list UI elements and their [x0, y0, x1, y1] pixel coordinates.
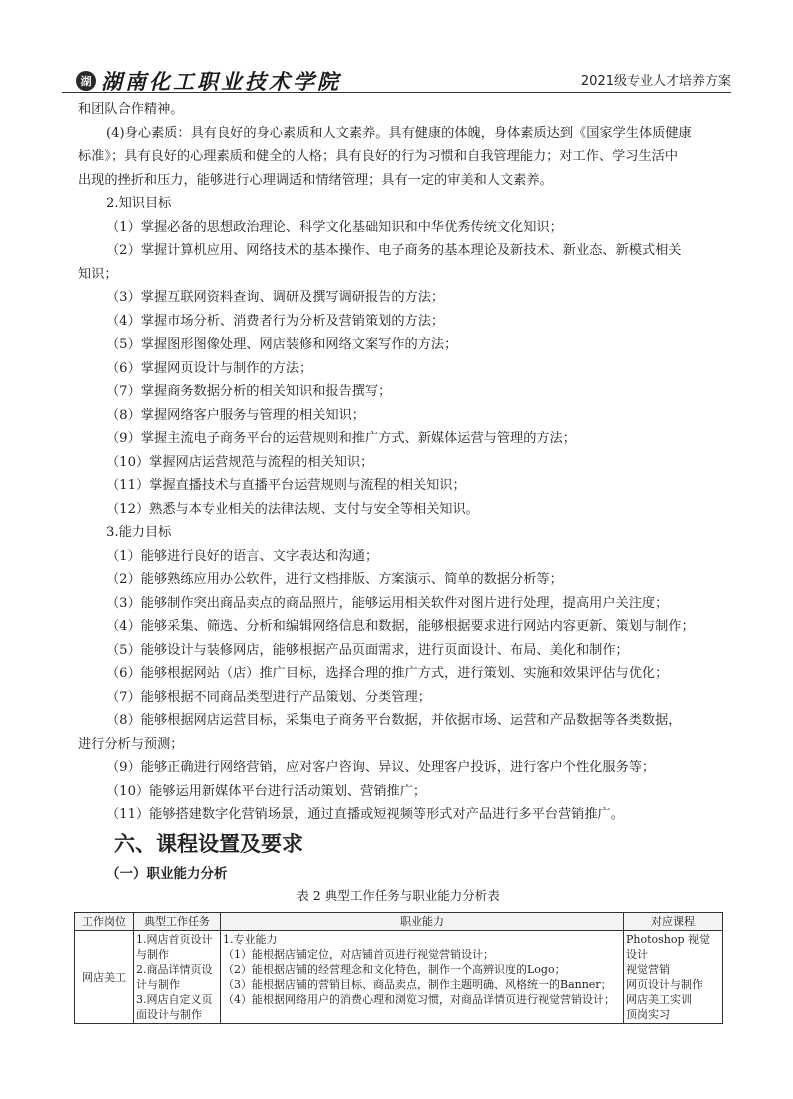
- table-row: [75, 931, 723, 1024]
- page-header: [62, 62, 731, 93]
- list-item: 知识；: [78, 266, 118, 282]
- column-header: 对应课程: [624, 913, 723, 931]
- ability-item: （3）能根据店铺的营销目标、商品卖点，制作主题明确、风格统一的Banner；: [223, 978, 612, 991]
- school-seal-icon: 湖: [76, 71, 96, 91]
- list-item: （9）能够正确进行网络营销，应对客户咨询、异议、处理客户投诉，进行客户个性化服务等；: [106, 760, 656, 775]
- list-item: （1）能够进行良好的语言、文字表达和沟通；: [106, 548, 379, 564]
- column-header: 典型工作任务: [134, 913, 221, 931]
- column-header: 职业能力: [221, 913, 624, 931]
- course-item: 视觉营销: [626, 963, 670, 976]
- ability-item: （2）能根据店铺的经营理念和文化特色，制作一个高辨识度的Logo；: [223, 963, 566, 976]
- school-logo: [76, 66, 341, 96]
- list-item: （5）能够设计与装修网店，能够根据产品页面需求，进行页面设计、布局、美化和制作；: [106, 642, 629, 658]
- list-item: （5）掌握图形图像处理、网店装修和网络文案写作的方法；: [106, 337, 458, 352]
- abilities-cell: [221, 931, 624, 1024]
- list-item: （6）掌握网页设计与制作的方法；: [106, 360, 313, 376]
- ability-list: [78, 545, 718, 827]
- page-body: [78, 98, 718, 908]
- course-item: 网页设计与制作: [626, 978, 703, 991]
- intro-line: 和团队合作精神。: [78, 102, 184, 117]
- list-item: （11）能够搭建数字化营销场景，通过直播或短视频等形式对产品进行多平台营销推广。: [106, 807, 624, 822]
- ability-analysis-table: [74, 912, 723, 1024]
- list-item: （4）能够采集、筛选、分析和编辑网络信息和数据，能够根据要求进行网站内容更新、策划与制作；: [106, 619, 695, 634]
- task-item: 1.网店首页设计与制作: [136, 933, 213, 961]
- list-item: （2）能够熟练应用办公软件，进行文档排版、方案演示、简单的数据分析等；: [106, 572, 563, 587]
- ability-item: （1）能根据店铺定位，对店铺首页进行视觉营销设计；: [223, 948, 494, 961]
- school-name: 湖南化工职业技术学院: [101, 69, 341, 94]
- post-cell: 网店美工: [75, 931, 134, 1024]
- quality-4-paragraph: [78, 122, 718, 193]
- list-item: （2）掌握计算机应用、网络技术的基本操作、电子商务的基本理论及新技术、新业态、新模式相关: [106, 243, 682, 258]
- course-item: 顶岗实习: [626, 1008, 670, 1021]
- knowledge-heading: 2.知识目标: [106, 196, 172, 211]
- list-item: 进行分析与预测；: [78, 736, 184, 752]
- task-item: 3.网店自定义页面设计与制作: [136, 993, 213, 1021]
- list-item: （11）掌握直播技术与直播平台运营规则与流程的相关知识；: [106, 478, 466, 493]
- list-item: （7）能够根据不同商品类型进行产品策划、分类管理；: [106, 689, 431, 705]
- list-item: （8）掌握网络客户服务与管理的相关知识；: [106, 407, 365, 423]
- column-header: 工作岗位: [75, 913, 134, 931]
- list-item: （6）能够根据网站（店）推广目标，选择合理的推广方式，进行策划、实施和效果评估与优化；: [106, 666, 669, 681]
- list-item: （10）掌握网店运营规范与流程的相关知识；: [106, 454, 374, 470]
- list-item: （8）能够根据网店运营目标，采集电子商务平台数据，并依据市场、运营和产品数据等各类数据，: [106, 713, 682, 728]
- courses-cell: [624, 931, 723, 1024]
- list-item: （10）能够运用新媒体平台进行活动策划、营销推广；: [106, 783, 427, 799]
- table-header-row: [75, 913, 723, 931]
- table-caption: 表 2 典型工作任务与职业能力分析表: [296, 887, 500, 903]
- tasks-cell: [134, 931, 221, 1024]
- list-item: （7）掌握商务数据分析的相关知识和报告撰写；: [106, 384, 392, 399]
- course-item: 网店美工实训: [626, 993, 692, 1006]
- section-title: 六、课程设置及要求: [114, 831, 303, 856]
- list-item: （3）能够制作突出商品卖点的商品照片，能够运用相关软件对图片进行处理，提高用户关注度；: [106, 595, 669, 611]
- ability-heading: 3.能力目标: [106, 525, 172, 540]
- quality-4-line: (4)身心素质：具有良好的身心素质和人文素养。具有健康的体魄，身体素质达到《国家学生体质健康: [106, 125, 692, 141]
- subsection-title: （一）职业能力分析: [106, 865, 228, 882]
- quality-4-line: 出现的挫折和压力，能够进行心理调适和情绪管理；具有一定的审美和人文素养。: [78, 172, 553, 188]
- ability-item: 1.专业能力: [223, 933, 278, 946]
- quality-4-line: 标准》；具有良好的心理素质和健全的人格；具有良好的行为习惯和自我管理能力；对工作、学习生活中: [78, 149, 679, 164]
- list-item: （1）掌握必备的思想政治理论、科学文化基础知识和中华优秀传统文化知识；: [106, 219, 563, 235]
- list-item: （12）熟悉与本专业相关的法律法规、支付与安全等相关知识。: [106, 501, 479, 517]
- list-item: （9）掌握主流电子商务平台的运营规则和推广方式、新媒体运营与管理的方法；: [106, 431, 576, 446]
- list-item: （3）掌握互联网资料查询、调研及撰写调研报告的方法；: [106, 290, 445, 305]
- plan-title: 2021级专业人才培养方案: [580, 74, 731, 89]
- course-item: Photoshop 视觉设计: [626, 933, 711, 961]
- task-item: 2.商品详情页设计与制作: [136, 963, 213, 991]
- knowledge-list: [78, 216, 718, 522]
- list-item: （4）掌握市场分析、消费者行为分析及营销策划的方法；: [106, 313, 445, 329]
- ability-item: （4）能根据网络用户的消费心理和浏览习惯，对商品详情页进行视觉营销设计；: [223, 993, 615, 1006]
